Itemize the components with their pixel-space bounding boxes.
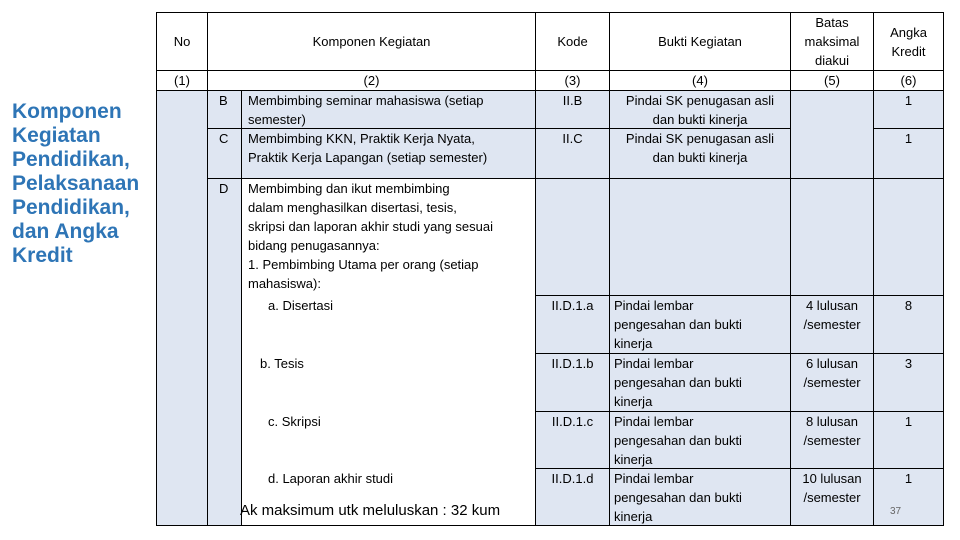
footer-note: Ak maksimum utk meluluskan : 32 kum	[240, 502, 501, 519]
header-komponen: Komponen Kegiatan	[208, 13, 536, 71]
subrow-b-bukti: Pindai lembar pengesahan dan bukti kinerja	[610, 354, 791, 412]
letter-cell-d: D	[208, 179, 242, 525]
colnum-angka: (6)	[874, 71, 943, 91]
row-b-komponen: Membimbing seminar mahasiswa (setiap semester)	[242, 91, 536, 129]
subrow-b-angka: 3	[874, 354, 943, 412]
row-d-batas	[791, 179, 874, 296]
subrow-c-angka: 1	[874, 412, 943, 469]
row-c-komponen: Membimbing KKN, Praktik Kerja Nyata, Praktik Kerja Lapangan (setiap semester)	[242, 129, 536, 179]
row-b-bukti: Pindai SK penugasan asli dan bukti kinerja	[610, 91, 791, 129]
page-number: 37	[890, 506, 902, 517]
row-b-angka: 1	[874, 91, 943, 129]
row-d-bukti	[610, 179, 791, 296]
row-b-batas	[791, 91, 874, 179]
side-title-line: Kredit	[12, 244, 73, 267]
colnum-no: (1)	[157, 71, 208, 91]
row-b-kode: II.B	[536, 91, 610, 129]
side-title-line: Kegiatan	[12, 124, 101, 147]
subrow-d-angka: 1	[874, 469, 943, 525]
colnum-bukti: (4)	[610, 71, 791, 91]
side-title	[12, 100, 157, 268]
subrow-c-kode: II.D.1.c	[536, 412, 610, 469]
side-title-line: dan Angka	[12, 220, 119, 243]
header-angka: Angka Kredit	[874, 13, 943, 71]
side-title-line: Pendidikan,	[12, 148, 130, 171]
subrow-d-bukti: Pindai lembar pengesahan dan bukti kinerja	[610, 469, 791, 525]
colnum-batas: (5)	[791, 71, 874, 91]
header-no: No	[157, 13, 208, 71]
row-d-komponen: Membimbing dan ikut membimbing dalam menghasilkan disertasi, tesis, skripsi dan laporan akhir studi yang sesuai bidang penugasannya: 1. Pembimbing Utama per orang (setiap mahasiswa):	[242, 179, 536, 296]
side-title-line: Pendidikan,	[12, 196, 130, 219]
subrow-d-label: d. Laporan akhir studi Ak maksimum utk meluluskan : 32 kum	[242, 469, 536, 525]
letter-cell-b: B	[208, 91, 242, 129]
row-c-kode: II.C	[536, 129, 610, 179]
header-batas: Batas maksimal diakui	[791, 13, 874, 71]
row-d-angka	[874, 179, 943, 296]
subrow-d-kode: II.D.1.d	[536, 469, 610, 525]
subrow-c-batas: 8 lulusan /semester	[791, 412, 874, 469]
colnum-kode: (3)	[536, 71, 610, 91]
subrow-b-label: b. Tesis	[242, 354, 536, 412]
subrow-d-batas: 10 lulusan /semester	[791, 469, 874, 525]
colnum-komponen: (2)	[208, 71, 536, 91]
no-column-body	[157, 91, 208, 525]
subrow-b-batas: 6 lulusan /semester	[791, 354, 874, 412]
subrow-a-batas: 4 lulusan /semester	[791, 296, 874, 354]
subrow-a-kode: II.D.1.a	[536, 296, 610, 354]
header-bukti: Bukti Kegiatan	[610, 13, 791, 71]
subrow-c-bukti: Pindai lembar pengesahan dan bukti kinerja	[610, 412, 791, 469]
row-c-bukti: Pindai SK penugasan asli dan bukti kinerja	[610, 129, 791, 179]
header-kode: Kode	[536, 13, 610, 71]
letter-cell-c: C	[208, 129, 242, 179]
subrow-a-bukti: Pindai lembar pengesahan dan bukti kinerja	[610, 296, 791, 354]
side-title-line: Komponen	[12, 100, 122, 123]
subrow-a-angka: 8	[874, 296, 943, 354]
subrow-c-label: c. Skripsi	[242, 412, 536, 469]
row-c-angka: 1	[874, 129, 943, 179]
activity-table	[156, 12, 944, 526]
side-title-line: Pelaksanaan	[12, 172, 140, 195]
subrow-a-label: a. Disertasi	[242, 296, 536, 354]
subrow-b-kode: II.D.1.b	[536, 354, 610, 412]
row-d-kode	[536, 179, 610, 296]
